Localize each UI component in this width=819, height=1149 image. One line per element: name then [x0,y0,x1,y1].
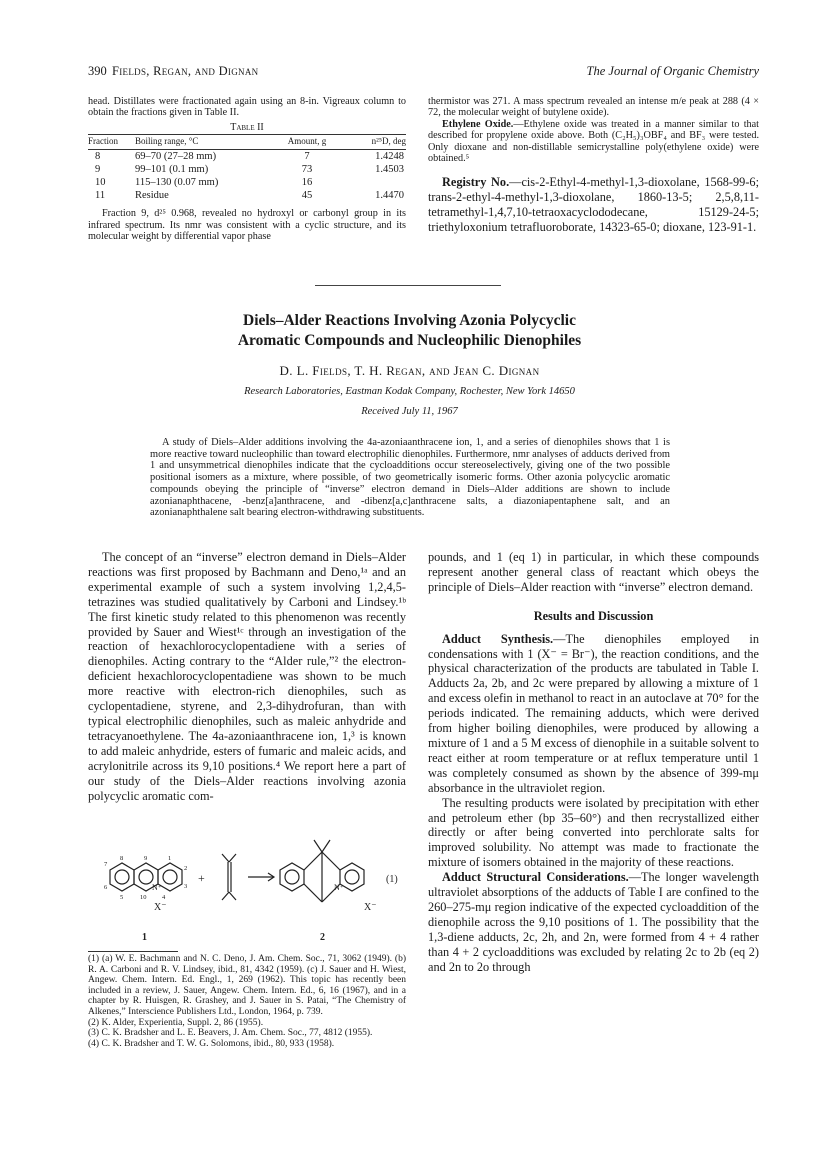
column-header: Boiling range, °C [135,135,278,149]
substituent-bond [222,892,229,900]
azonia-label: N⁺ [152,883,162,892]
aromatic-circle [163,870,177,884]
table-cell: 7 [304,150,310,162]
position-number: 8 [120,855,124,862]
table-header-row [88,135,406,149]
reaction-scheme-1 [88,832,408,947]
compound-label-1: 1 [142,932,147,943]
continued-paragraph: pounds, and 1 (eq 1) in particular, in which these compounds represent another general class of reactant which obeys the principle of Diels–Alder reaction with “inverse” electron demand. [428,550,759,594]
table-cell: 69–70 (27–28 mm) [135,150,217,162]
page-number: 390 [88,64,107,78]
substituent-bond [229,854,236,862]
header-authors: Fields, Regan, and Dignan [112,64,259,78]
plus-sign: + [198,871,205,885]
anion-label: X⁻ [154,902,167,913]
position-number: 2 [184,865,188,872]
article-authors: D. L. Fields, T. H. Regan, and Jean C. Dignan [279,363,540,378]
table-cell: 11 [95,190,106,202]
adduct-ring-left [280,863,304,891]
table-cell: 1.4470 [375,190,404,202]
paragraph-text: —Ethylene oxide was treated in a manner similar to that described for propylene oxide above. Both (C₂H₅)₃OBF₄ and BF₃ were tested. Only dioxane and non-distillable semicrystalline poly(ethylene oxide) were obtained.⁵ [428,118,759,165]
body-left-column [88,550,406,803]
paragraph-text: —The dienophiles employed in condensations with 1 (X⁻ = Br⁻), the reaction conditions, and the physical characterization of the products are tabulated in Table I. Adducts 2a, 2b, and 2c were prepared by allowing a mixture of 1 and excess olefin in methanol to react in an autoclave at 70° for the periods indicated. The remaining adducts, which were derived from higher boiling dienophiles, were produced by allowing a mixture of 1 and a 5 M excess of dienophile in a suitable solvent to react either at room temperature or at reflux temperature until 1 was completely consumed as shown by the absence of 399-mμ absorbance in the ultraviolet region. [428,631,760,795]
footnotes [88,954,406,1049]
table-row [88,176,406,189]
table-title: Table II [230,121,264,133]
article-title-line-1: Diels–Alder Reactions Involving Azonia Polycyclic [243,312,576,329]
section-heading: Results and Discussion [533,608,654,623]
table-cell: 115–130 (0.07 mm) [135,177,219,189]
compound-label-2: 2 [320,932,325,943]
substituent-bond [222,854,229,862]
position-number: 3 [184,883,188,890]
aromatic-circle [139,870,153,884]
bridge-bond [304,852,322,870]
affiliation: Research Laboratories, Eastman Kodak Company, Rochester, New York 14650 [244,386,575,397]
paragraph-text: The resulting products were isolated by precipitation with ether and petroleum ether (bp 35–60°) and then recrystallized either directly or after being converted into perchlorate salts for improved solubility. No attempt was made to fractionate the mixture of isomers obtained in the majority of these reactions. [428,795,759,870]
anion-label: X⁻ [364,902,377,913]
table-cell: 8 [95,150,101,162]
position-number: 7 [104,861,108,868]
table-cell: 1.4503 [375,163,404,175]
position-number: 10 [140,894,147,901]
table-cell: 10 [95,177,106,189]
column-header: n²⁵D, deg [336,135,406,149]
position-number: 6 [104,884,108,891]
body-right-column [428,550,759,974]
table-cell: 16 [301,177,313,189]
table-cell: 45 [301,190,313,202]
table-row [88,189,406,202]
column-header: Amount, g [278,135,336,149]
paragraph-text: —The longer wavelength ultraviolet absorptions of the adducts of Table I are confined to the 260–275-mμ region indicative of the expected cycloaddition of the dienophile across the 9,10 positions of 1. The possibility that the 1,3-diene adducts, 2c, 2h, and 2n, were formed from 4 + 4 rather than 4 + 2 cycloadditions was excluded by relating 2c to 2b (eq 2) and 2n to 2o through [428,870,759,974]
bridge-bond [304,884,322,902]
position-number: 9 [144,855,148,862]
previous-text-right: thermistor was 271. A mass spectrum revealed an intense m/e peak at 288 (4 × 72, the molecular weight of butylene oxide). [428,96,759,119]
table-ii [88,134,406,202]
table-cell: Residue [135,190,169,202]
registry-heading: Registry No. [442,175,510,190]
previous-article-left [88,96,406,243]
footnote: (2) K. Alder, Experientia, Suppl. 2, 86 (1955). [88,1017,264,1028]
position-number: 1 [168,855,172,862]
footnote-rule [88,951,178,952]
footnote: (1) (a) W. E. Bachmann and N. C. Deno, J. Am. Chem. Soc., 71, 3062 (1949). (b) R. A. Carboni and R. V. Lindsey, ibid., 81, 4342 (1959). (c) J. Sauer and H. Wiest, Angew. Chem. Intern. Ed. Engl., 1, 269 (1962). This topic has recently been included in a review, J. Sauer, Angew. Chem. Intern. Ed., 6, 16 (1967), and in a chapter by R. Huisgen, R. Grashey, and J. Sauer in S. Patai, “The Chemistry of Alkenes,” Interscience Publishers Ltd., London, 1964, p. 739. [88,954,406,1017]
bridge-bond [322,852,340,870]
position-number: 5 [120,894,124,901]
table-row [88,163,406,176]
aromatic-circle [345,870,359,884]
previous-article-right [428,96,759,235]
article-separator [315,285,501,286]
column-header: Fraction [88,135,135,149]
footnote: (4) C. K. Bradsher and T. W. G. Solomons, ibid., 80, 933 (1958). [88,1038,335,1049]
table-row [88,149,406,163]
intro-paragraph: The concept of an “inverse” electron demand in Diels–Alder reactions was first proposed by Bachmann and Deno,¹ᵃ and an experimental example of such a system involving 1,2,4,5-tetrazines was studied qualitatively by Carboni and Lindsey.¹ᵇ The first kinetic study related to this phenomenon was recently provided by Sauer and Wiest¹ᶜ through an investigation of the reaction of hexachlorocyclopentadiene with a series of dienophiles. Acting contrary to the “Alder rule,”² the electron-deficient hexachlorocyclopentadiene was shown to be much more reactive with electron-rich dienophiles, such as cyclopentadiene, styrene, and 2,3-dihydrofuran, than with typical electrophilic dienophiles, such as maleic anhydride and tetracyanoethylene. The 4a-azoniaanthracene ion, 1,³ is known to add maleic anhydride, esters of fumaric and maleic acids, and acrylonitrile across its 9,10 positions.⁴ We report here a part of our study of the Diels–Alder reactions involving azonia polycyclic aromatic com- [88,550,406,803]
run-in-heading: Adduct Structural Considerations. [442,870,629,885]
registry-text: —cis-2-Ethyl-4-methyl-1,3-dioxolane, 1568-99-6; trans-2-ethyl-4-methyl-1,3-dioxolane, 1860-13-5; 2,5,8,11-tetramethyl-1,4,7,10-tetraoxacyclododecane, 15129-24-5; triethyloxonium tetrafluoroborate, 14323-65-0; dioxane, 123-91-1. [428,175,759,235]
journal-name: The Journal of Organic Chemistry [586,64,759,78]
substituent-bond [314,840,322,852]
ring-a [110,863,134,891]
substituent-bond [322,840,330,852]
article-title-line-2: Aromatic Compounds and Nucleophilic Dienophiles [237,332,582,349]
substituent-bond [229,892,236,900]
table-cell: 73 [301,163,313,175]
aromatic-circle [285,870,299,884]
table-cell: 1.4248 [375,150,404,162]
previous-text: head. Distillates were fractionated again using an 8-in. Vigreaux column to obtain the fractions given in Table II. [88,96,406,119]
abstract-text: A study of Diels–Alder additions involving the 4a-azoniaanthracene ion, 1, and a series of dienophiles shows that 1 is more reactive toward nucleophilic than toward electrophilic dienophiles. Furthermore, nmr analyses of adducts derived from 1 and unsymmetrical dienophiles indicate that the cycloadditions occur stereoselectively, giving one of the two possible positional isomers as a mixture, where possible, of two geometrically isomeric forms. Other azonia polycyclic aromatic compounds obeying the principle of “inverse” electron demand in Diels–Alder additions are shown to include azonianaphthacene, -benz[a]anthracene, and -dibenz[a,c]anthracene salts, a diazoniapentaphene salt, and an azonianaphthalene salt bearing electron-withdrawing substituents. [150,437,670,519]
footnote: (3) C. K. Bradsher and L. E. Beavers, J. Am. Chem. Soc., 77, 4812 (1955). [88,1028,373,1039]
position-number: 4 [162,894,166,901]
table-cell: 99–101 (0.1 mm) [135,163,209,175]
table-cell [336,176,406,189]
received-date: Received July 11, 1967 [361,406,458,417]
previous-text-after-table: Fraction 9, d²⁵ 0.968, revealed no hydroxyl or carbonyl group in its infrared spectrum. Its nmr was consistent with a cyclic structure, and its molecular weight by differential vapor phase [88,208,406,243]
aromatic-circle [115,870,129,884]
run-in-heading: Ethylene Oxide. [442,118,514,130]
azonia-label: N⁺ [334,883,344,892]
running-header [88,64,759,82]
abstract [150,437,670,519]
table-cell: 9 [95,163,101,175]
run-in-heading: Adduct Synthesis. [442,631,554,646]
equation-number: (1) [386,874,398,885]
